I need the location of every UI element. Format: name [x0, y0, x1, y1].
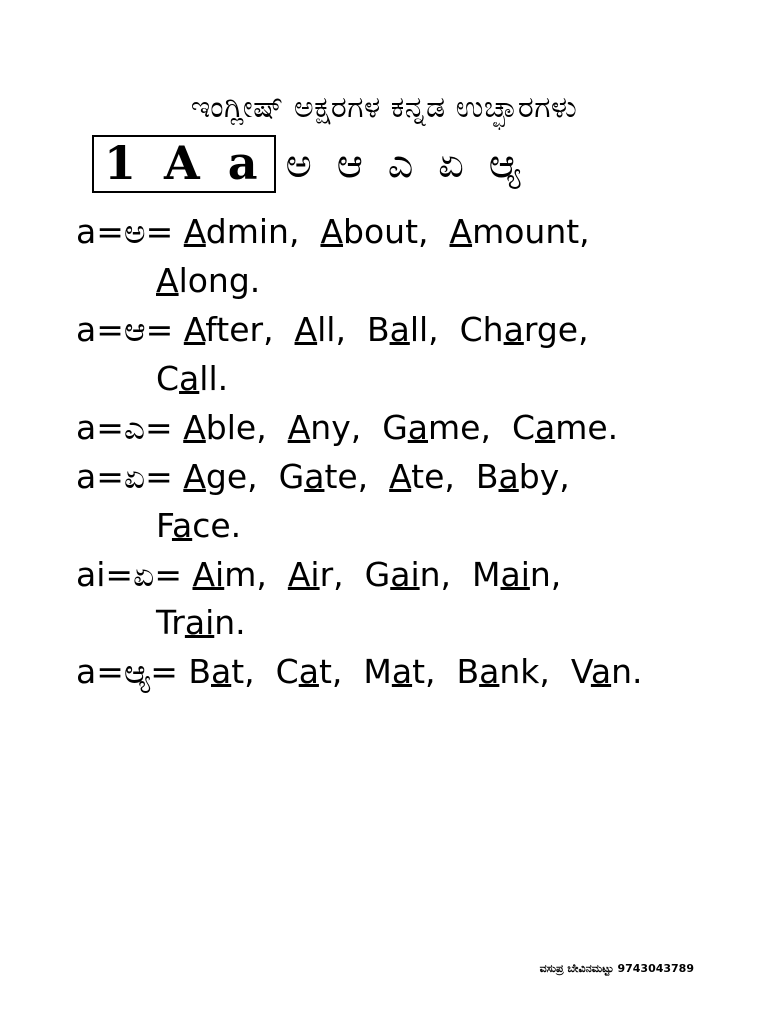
example-word: After, — [183, 310, 274, 350]
stressed-vowel: A — [183, 456, 206, 496]
example-word: Cat, — [275, 652, 343, 692]
stressed-vowel: a — [304, 456, 325, 496]
example-word: Ate, — [389, 456, 455, 496]
stressed-vowel: a — [179, 358, 200, 398]
example-word: Face. — [156, 505, 242, 545]
stressed-vowel: a — [535, 407, 556, 447]
example-word: Gate, — [278, 456, 369, 496]
letter-header-row — [40, 135, 728, 193]
pronunciation-line — [76, 651, 728, 694]
pronunciation-line — [76, 211, 728, 254]
stressed-vowel: Ai — [192, 554, 225, 594]
example-word: All, — [294, 310, 346, 350]
pronunciation-list — [40, 211, 728, 694]
pronunciation-key: a=ಎ= — [76, 407, 173, 447]
example-word: Age, — [183, 456, 258, 496]
pronunciation-line — [76, 309, 728, 352]
example-word: Came. — [511, 407, 619, 447]
stressed-vowel: a — [503, 310, 524, 350]
stressed-vowel: a — [479, 652, 500, 692]
example-word: Van. — [570, 652, 643, 692]
example-word: Bank, — [456, 652, 550, 692]
pronunciation-line-continued — [76, 505, 728, 548]
stressed-vowel: a — [498, 456, 519, 496]
pronunciation-key: a=ಆ= — [76, 310, 174, 350]
example-word: Any, — [287, 407, 362, 447]
pronunciation-key: a=ಏ= — [76, 456, 173, 496]
stressed-vowel: A — [183, 212, 206, 252]
example-word: Air, — [287, 554, 344, 594]
stressed-vowel: ai — [390, 554, 420, 594]
stressed-vowel: A — [449, 212, 473, 252]
example-word: Mat, — [363, 652, 436, 692]
pronunciation-line — [76, 554, 728, 597]
stressed-vowel: a — [389, 310, 410, 350]
stressed-vowel: A — [183, 407, 206, 447]
stressed-vowel: ai — [500, 554, 530, 594]
example-word: Amount, — [449, 212, 590, 252]
example-word: Admin, — [183, 212, 300, 252]
example-word: Game, — [382, 407, 491, 447]
example-word: Charge, — [459, 310, 589, 350]
example-word: Call. — [156, 358, 229, 398]
example-word: Train. — [156, 603, 246, 643]
stressed-vowel: a — [590, 652, 612, 692]
stressed-vowel: a — [211, 652, 232, 692]
stressed-vowel: a — [407, 407, 429, 447]
pronunciation-key: a=ಅ= — [76, 212, 174, 252]
boxed-letter: 1 A a — [92, 135, 276, 193]
example-word: Main, — [472, 554, 562, 594]
stressed-vowel: A — [183, 310, 206, 350]
pronunciation-key: ai=ಏ= — [76, 554, 182, 594]
stressed-vowel: A — [320, 212, 344, 252]
example-word: Baby, — [475, 456, 570, 496]
stressed-vowel: A — [294, 310, 318, 350]
page-title: ಇಂಗ್ಲೀಷ್ ಅಕ್ಷರಗಳ ಕನ್ನಡ ಉಚ್ಛಾರಗಳು — [190, 90, 578, 125]
example-word: Bat, — [188, 652, 255, 692]
pronunciation-line-continued — [76, 602, 728, 645]
stressed-vowel: A — [389, 456, 412, 496]
stressed-vowel: a — [171, 505, 193, 545]
example-word: Able, — [183, 407, 267, 447]
footer-credit: ವಸುಪ್ರ ಬೇವಿನಮಟ್ಟು 9743043789 — [539, 962, 694, 975]
pronunciation-key: a=ಆ್ಯ= — [76, 652, 178, 692]
example-word: Aim, — [192, 554, 267, 594]
example-word: Gain, — [364, 554, 452, 594]
example-word: Ball, — [366, 310, 439, 350]
stressed-vowel: Ai — [287, 554, 320, 594]
example-word: Along. — [156, 261, 261, 301]
stressed-vowel: A — [156, 261, 179, 301]
pronunciation-line — [76, 407, 728, 450]
stressed-vowel: a — [391, 652, 413, 692]
kannada-vowels: ಅ ಆ ಎ ಏ ಆ್ಯ — [285, 141, 527, 188]
stressed-vowel: a — [298, 652, 319, 692]
pronunciation-line — [76, 456, 728, 499]
stressed-vowel: A — [287, 407, 311, 447]
pronunciation-line-continued — [76, 358, 728, 401]
pronunciation-line-continued — [76, 260, 728, 303]
example-word: About, — [320, 212, 429, 252]
stressed-vowel: ai — [184, 603, 215, 643]
